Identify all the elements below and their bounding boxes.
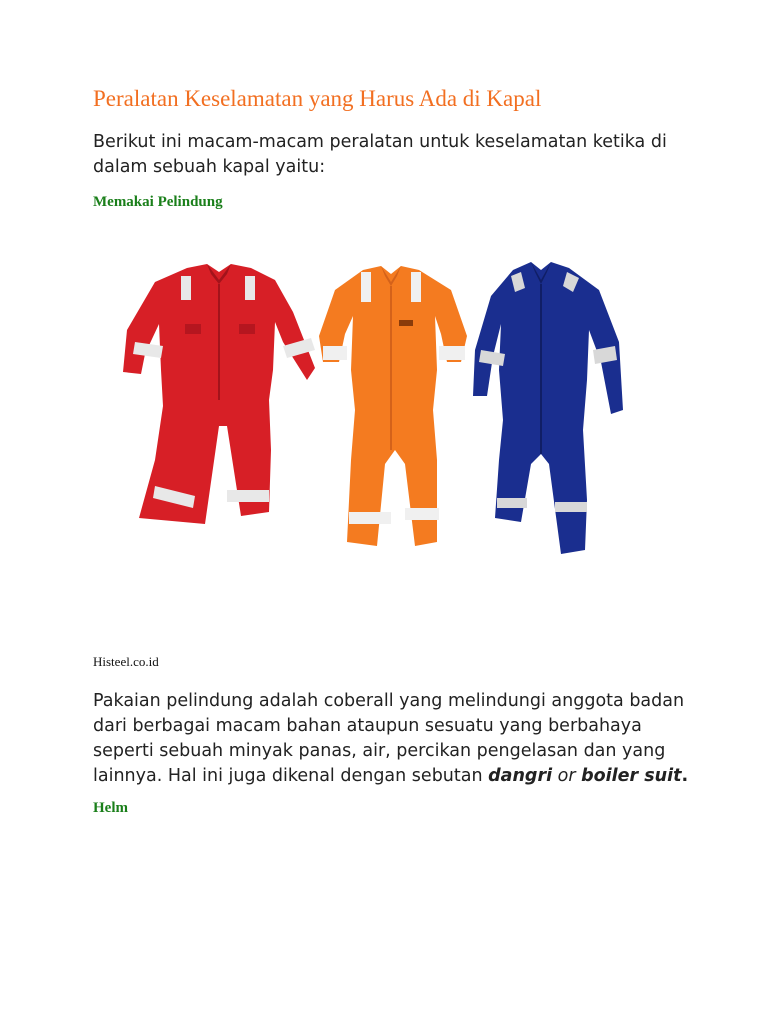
paragraph-text: Pakaian pelindung adalah coberall yang melindungi anggota badan dari berbagai macam bahan ataupun sesuatu yang berbahaya seperti sebuah minyak panas, air, percikan pengelasan dan yang lainnya. Hal ini juga dikenal dengan sebutan — [93, 691, 685, 786]
intro-paragraph: Berikut ini macam-macam peralatan untuk keselamatan ketika di dalam sebuah kapal yaitu: — [93, 132, 667, 177]
term-joiner: or — [552, 766, 582, 786]
term-boiler-suit: boiler suit — [581, 766, 682, 786]
term-dangri: dangri — [488, 766, 553, 786]
blue-coverall — [473, 262, 623, 554]
section-heading-pelindung: Memakai Pelindung — [93, 194, 223, 210]
red-coverall — [123, 264, 315, 524]
image-caption: Histeel.co.id — [93, 654, 159, 669]
protective-clothing-paragraph — [93, 689, 693, 789]
coveralls-image — [115, 250, 655, 560]
paragraph-period: . — [681, 766, 689, 786]
section-heading-helm: Helm — [93, 800, 128, 816]
orange-coverall — [319, 266, 467, 546]
article-title: Peralatan Keselamatan yang Harus Ada di Kapal — [93, 86, 542, 111]
